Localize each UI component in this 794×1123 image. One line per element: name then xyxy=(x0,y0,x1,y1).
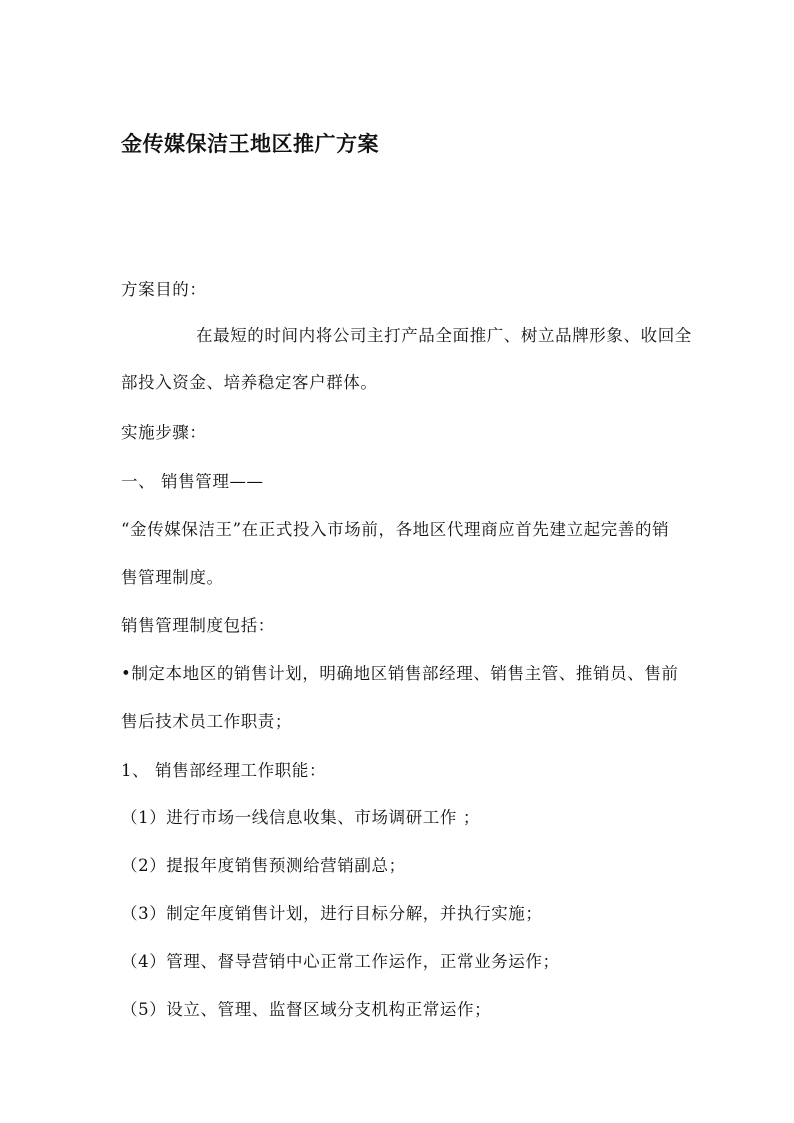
paragraph-line: 在最短的时间内将公司主打产品全面推广、树立品牌形象、收回全 xyxy=(196,326,692,345)
list-item: （3）制定年度销售计划，进行目标分解，并执行实施； xyxy=(121,904,543,923)
list-item: （1）进行市场一线信息收集、市场调研工作 ； xyxy=(121,808,480,827)
paragraph-line: 售管理制度。 xyxy=(121,568,224,587)
paragraph-line: 售后技术员工作职责； xyxy=(121,712,292,731)
list-item: （2）提报年度销售预测给营销副总； xyxy=(121,856,406,875)
section-heading-steps: 实施步骤： xyxy=(121,423,207,442)
list-item: （5）设立、管理、监督区域分支机构正常运作； xyxy=(121,1000,492,1019)
document-title: 金传媒保洁王地区推广方案 xyxy=(121,131,379,156)
section-heading-purpose: 方案目的： xyxy=(121,280,207,299)
list-item: •制定本地区的销售计划，明确地区销售部经理、销售主管、推销员、售前 xyxy=(121,664,679,683)
numbered-heading: 1、 销售部经理工作职能： xyxy=(121,761,327,780)
section-heading-sales-management: 一、 销售管理—— xyxy=(121,472,264,491)
paragraph-line: 部投入资金、培养稳定客户群体。 xyxy=(121,373,378,392)
paragraph-line: “金传媒保洁王”在正式投入市场前，各地区代理商应首先建立起完善的销 xyxy=(121,520,670,539)
paragraph-line: 销售管理制度包括： xyxy=(121,616,275,635)
list-item: （4）管理、督导营销中心正常工作运作，正常业务运作； xyxy=(121,952,560,971)
